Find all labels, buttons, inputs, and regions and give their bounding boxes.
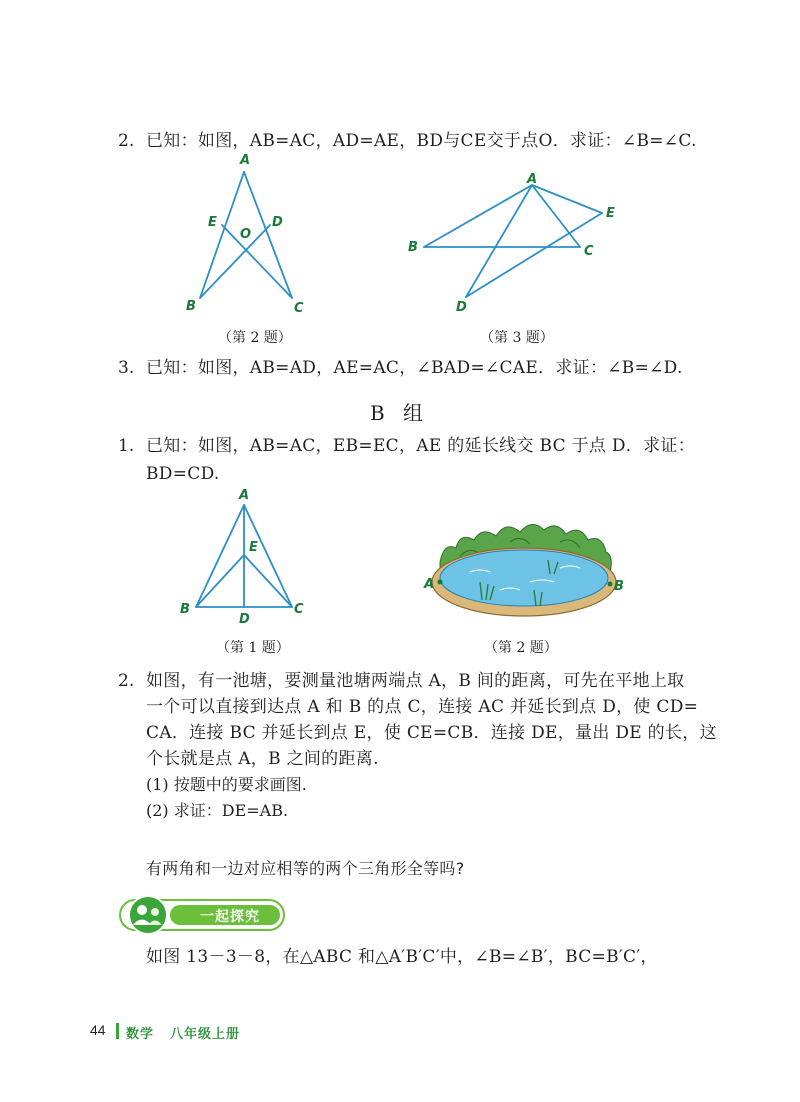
problem-text: 一个可以直接到达点 A 和 B 的点 C，连接 AC 并延长到点 D，使 CD= [146, 697, 699, 717]
figure-problem-2 [160, 150, 340, 340]
label-D: D [272, 215, 283, 230]
explore-text: 如图 13－3－8，在△ABC 和△A′B′C′中，∠B=∠B′，BC=B′C′， [146, 947, 658, 967]
pond-water [440, 550, 608, 606]
label-E: E [208, 215, 217, 230]
label-C: C [294, 301, 304, 316]
pond-illustration [420, 512, 630, 627]
label-D: D [239, 612, 250, 627]
point-A [438, 580, 443, 585]
explore-label: 一起探究 [200, 908, 260, 924]
problem-number: 3. [118, 358, 135, 378]
sub-question: (2) 求证：DE=AB. [146, 801, 289, 820]
figure-problem-3 [400, 165, 640, 320]
figure-caption: （第 2 题） [484, 640, 558, 656]
point-B [608, 582, 613, 587]
figure-caption: （第 3 题） [480, 330, 554, 346]
figure-caption: （第 2 题） [218, 330, 292, 346]
triangle-lines [196, 505, 292, 607]
figure-caption: （第 1 题） [216, 640, 290, 656]
figure-b-problem-1 [170, 485, 320, 630]
label-A: A [239, 488, 250, 503]
label-O: O [240, 227, 252, 242]
footer-divider [116, 1023, 119, 1039]
label-E: E [249, 540, 258, 555]
problem-text: 已知：如图，AB=AC，AD=AE，BD与CE交于点O．求证：∠B=∠C. [146, 131, 697, 151]
problem-text: CA．连接 BC 并延长到点 E，使 CE=CB．连接 DE，量出 DE 的长，这 [146, 723, 717, 743]
label-B: B [180, 602, 190, 617]
label-C: C [294, 602, 304, 617]
label-A: A [240, 153, 251, 168]
problem-text: 个长就是点 A，B 之间的距离. [146, 749, 379, 769]
section-question: 有两角和一边对应相等的两个三角形全等吗? [146, 859, 465, 878]
footer-subject: 数学 [126, 1026, 155, 1041]
label-B: B [186, 299, 196, 314]
label-A: A [527, 172, 538, 187]
footer-book: 八年级上册 [170, 1026, 241, 1041]
problem-number: 2. [118, 671, 135, 691]
problem-number: 1. [118, 436, 135, 456]
problem-text: BD=CD. [146, 464, 220, 484]
label-A: A [424, 577, 435, 592]
problem-text: 已知：如图，AB=AC，EB=EC，AE 的延长线交 BC 于点 D．求证： [146, 436, 696, 456]
problem-text: 已知：如图，AB=AD，AE=AC，∠BAD=∠CAE．求证：∠B=∠D. [146, 358, 683, 378]
label-B: B [614, 579, 624, 594]
label-C: C [584, 244, 594, 259]
page-number: 44 [90, 1022, 106, 1038]
label-E: E [606, 206, 615, 221]
triangle-lines [424, 185, 602, 297]
label-D: D [456, 300, 467, 315]
label-B: B [408, 240, 418, 255]
problem-text: 如图，有一池塘，要测量池塘两端点 A，B 间的距离，可先在平地上取 [146, 671, 685, 691]
group-title: B 组 [370, 401, 430, 425]
sub-question: (1) 按题中的要求画图. [146, 775, 307, 794]
problem-number: 2. [118, 131, 135, 151]
